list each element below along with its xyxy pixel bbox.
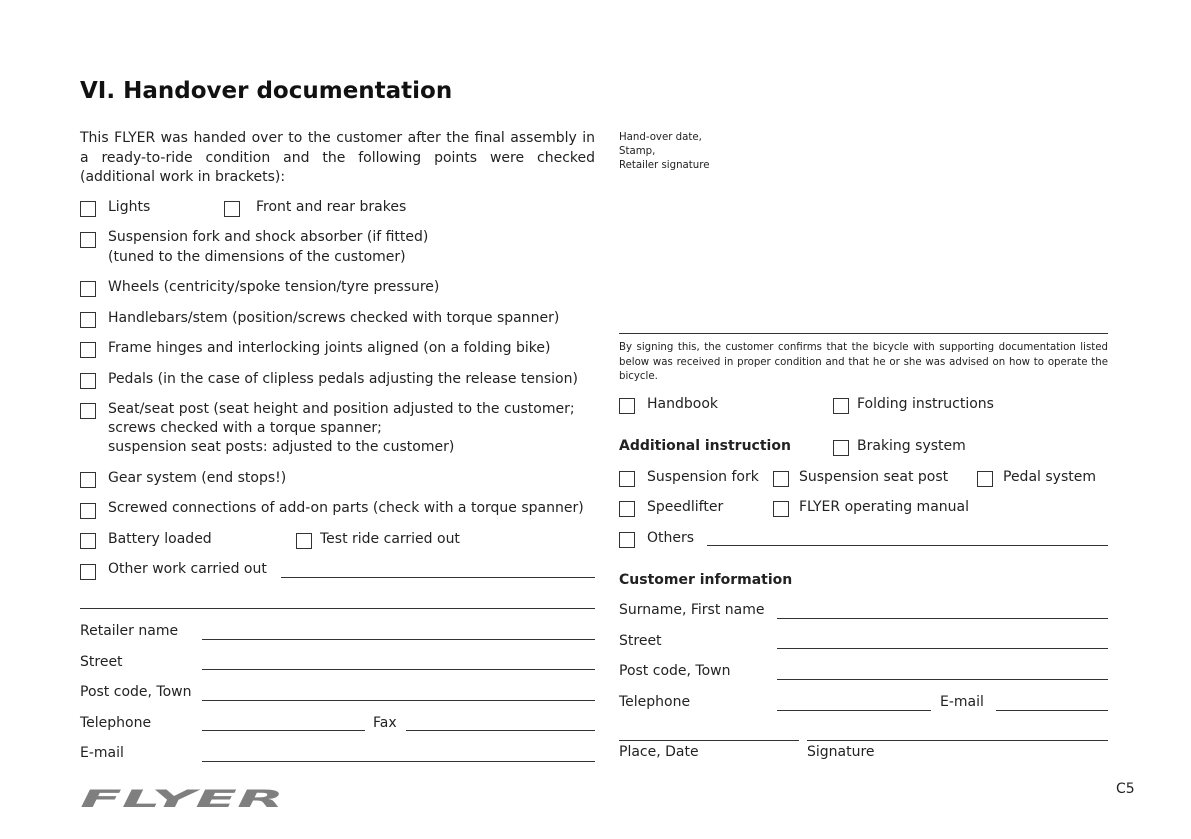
signature-label: Signature (807, 744, 875, 760)
checkbox-label-pedals: Pedals (in the case of clipless pedals adjusting the release tension) (108, 371, 578, 387)
consent-text: By signing this, the customer confirms that the bicycle with supporting documentation listed below was received in proper condition and that he or she was advised on how to operate the bicycle. (619, 342, 1108, 382)
retailer-telephone-label: Telephone (80, 715, 152, 731)
flyer-logo-graphic (80, 789, 286, 809)
checkbox-others[interactable] (619, 532, 635, 548)
checkbox-suspension[interactable] (80, 232, 96, 248)
customer-email-label: E-mail (940, 694, 984, 710)
checkbox-label-suspension-note: (tuned to the dimensions of the customer) (108, 249, 406, 265)
checkbox-frame[interactable] (80, 342, 96, 358)
intro-text: This FLYER was handed over to the customer after the final assembly in a ready-to-ride condition and the following points were checked (additional work in brackets): (80, 130, 595, 185)
checkbox-brakes[interactable] (224, 201, 240, 217)
retailer-postcode-field[interactable] (202, 700, 595, 701)
checkbox-suspension-fork[interactable] (619, 471, 635, 487)
checkbox-label-braking: Braking system (857, 438, 966, 454)
section-divider (80, 608, 595, 609)
checkbox-speedlifter[interactable] (619, 501, 635, 517)
retailer-telephone-field[interactable] (202, 730, 365, 731)
checkbox-handlebars[interactable] (80, 312, 96, 328)
checkbox-folding[interactable] (833, 398, 849, 414)
checkbox-label-test-ride: Test ride carried out (320, 531, 460, 547)
checkbox-label-brakes: Front and rear brakes (256, 199, 407, 215)
customer-name-field[interactable] (777, 618, 1108, 619)
checkbox-seat[interactable] (80, 403, 96, 419)
other-work-field[interactable] (281, 577, 595, 578)
others-field[interactable] (707, 545, 1108, 546)
handover-header (619, 131, 709, 173)
checkbox-label-gear: Gear system (end stops!) (108, 470, 287, 486)
checkbox-test-ride[interactable] (296, 533, 312, 549)
page-number: C5 (1116, 781, 1135, 797)
flyer-logo-text: FLYER (80, 789, 284, 809)
place-date-label: Place, Date (619, 744, 699, 760)
checkbox-handbook[interactable] (619, 398, 635, 414)
checkbox-gear[interactable] (80, 472, 96, 488)
checkbox-suspension-seat[interactable] (773, 471, 789, 487)
customer-postcode-field[interactable] (777, 679, 1108, 680)
customer-street-field[interactable] (777, 648, 1108, 649)
signature-field[interactable] (807, 740, 1108, 741)
checkbox-label-wheels: Wheels (centricity/spoke tension/tyre pressure) (108, 279, 440, 295)
place-date-field[interactable] (619, 740, 799, 741)
checkbox-label-frame: Frame hinges and interlocking joints aligned (on a folding bike) (108, 340, 551, 356)
checkbox-pedal-system[interactable] (977, 471, 993, 487)
retailer-street-label: Street (80, 654, 123, 670)
checkbox-label-operating-manual: FLYER operating manual (799, 499, 969, 515)
checkbox-wheels[interactable] (80, 281, 96, 297)
retailer-email-field[interactable] (202, 761, 595, 762)
checkbox-label-suspension: Suspension fork and shock absorber (if fitted) (108, 229, 429, 245)
customer-telephone-field[interactable] (777, 710, 931, 711)
checkbox-label-speedlifter: Speedlifter (647, 499, 724, 515)
additional-instruction-heading: Additional instruction (619, 438, 791, 454)
checkbox-label-others: Others (647, 530, 695, 546)
retailer-email-label: E-mail (80, 745, 124, 761)
retailer-signature-label: Retailer signature (619, 160, 710, 171)
customer-postcode-label: Post code, Town (619, 663, 731, 679)
retailer-name-field[interactable] (202, 639, 595, 640)
customer-email-field[interactable] (996, 710, 1108, 711)
retailer-fax-label: Fax (373, 715, 397, 731)
checkbox-label-battery: Battery loaded (108, 531, 212, 547)
checkbox-operating-manual[interactable] (773, 501, 789, 517)
checkbox-label-other-work: Other work carried out (108, 561, 267, 577)
retailer-street-field[interactable] (202, 669, 595, 670)
retailer-fax-field[interactable] (406, 730, 595, 731)
checkbox-label-pedal-system: Pedal system (1003, 469, 1096, 485)
checkbox-label-screwed: Screwed connections of add-on parts (check with a torque spanner) (108, 500, 584, 516)
customer-info-heading: Customer information (619, 572, 793, 588)
checkbox-battery[interactable] (80, 533, 96, 549)
checkbox-label-seat-suspension: suspension seat posts: adjusted to the customer) (108, 439, 455, 455)
customer-name-label: Surname, First name (619, 602, 765, 618)
retailer-postcode-label: Post code, Town (80, 684, 192, 700)
checkbox-label-folding: Folding instructions (857, 396, 994, 412)
stamp-label: Stamp, (619, 146, 656, 157)
checkbox-label-lights: Lights (108, 199, 151, 215)
checkbox-label-handlebars: Handlebars/stem (position/screws checked with torque spanner) (108, 310, 560, 326)
retailer-name-label: Retailer name (80, 623, 179, 639)
handover-signature-line[interactable] (619, 333, 1108, 334)
customer-street-label: Street (619, 633, 662, 649)
customer-telephone-label: Telephone (619, 694, 691, 710)
checkbox-lights[interactable] (80, 201, 96, 217)
checkbox-pedals[interactable] (80, 373, 96, 389)
handover-date-label: Hand-over date, (619, 132, 702, 143)
checkbox-label-seat-screws: screws checked with a torque spanner; (108, 420, 382, 436)
checkbox-screwed[interactable] (80, 503, 96, 519)
checkbox-braking[interactable] (833, 440, 849, 456)
checkbox-label-seat: Seat/seat post (seat height and position adjusted to the customer; (108, 401, 575, 417)
checkbox-label-suspension-fork: Suspension fork (647, 469, 759, 485)
flyer-logo (80, 789, 286, 809)
checkbox-label-suspension-seat: Suspension seat post (799, 469, 949, 485)
checkbox-other-work[interactable] (80, 564, 96, 580)
page-title: VI. Handover documentation (80, 78, 453, 104)
checkbox-label-handbook: Handbook (647, 396, 718, 412)
